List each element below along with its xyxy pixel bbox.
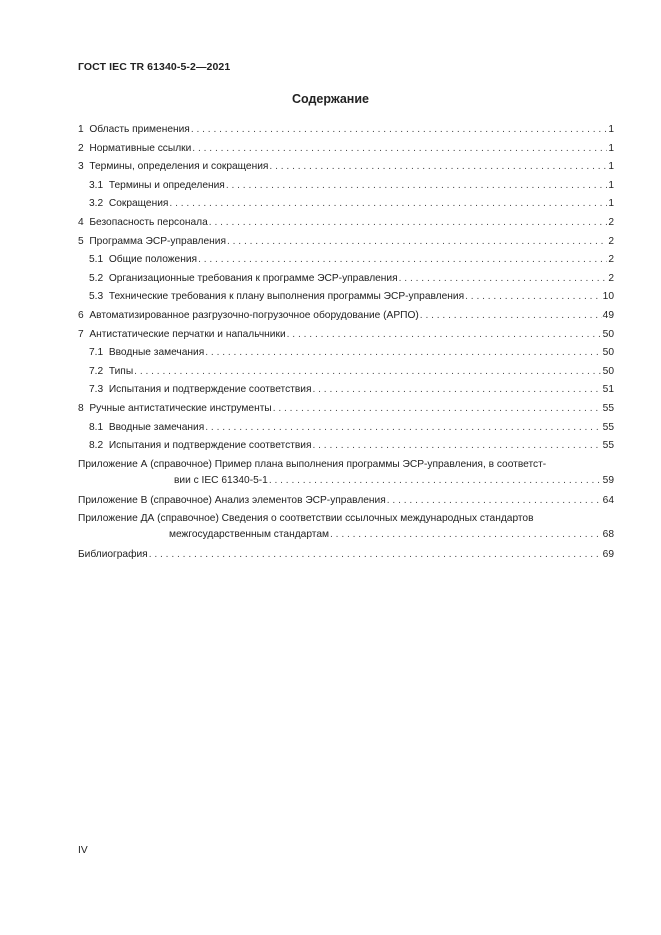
page-number-footer: IV [78, 845, 88, 856]
toc-entry-label: Вводные замечания [108, 421, 205, 433]
toc-entry-number: 3.2 [89, 198, 104, 210]
toc-entry-label: Область применения [89, 124, 190, 135]
toc-entry-number: 5.1 [89, 254, 104, 266]
toc-page-number: 50 [602, 347, 614, 359]
toc-entry-number: 2 [78, 142, 84, 154]
toc-entry-label: Испытания и подтверждение соответствия [108, 440, 312, 452]
toc-leader-dots [287, 326, 602, 345]
toc-page-number: 69 [602, 549, 614, 561]
table-of-contents [78, 121, 614, 565]
toc-entry[interactable] [78, 437, 614, 456]
toc-page-number: 1 [608, 179, 614, 191]
toc-entry-number: 7.2 [89, 365, 104, 377]
toc-entry[interactable] [78, 251, 614, 270]
toc-entry-number: 5 [78, 235, 84, 247]
toc-entry-label: Общие положения [108, 254, 198, 266]
toc-leader-dots [227, 233, 607, 252]
toc-entry[interactable] [78, 158, 614, 177]
toc-leader-dots [420, 307, 602, 326]
toc-entry[interactable] [78, 195, 614, 214]
toc-entry-label: Приложение А (справочное) Пример плана выполнения программы ЭСР-управления, в соответст- [78, 458, 547, 470]
toc-page-number: 1 [608, 142, 614, 154]
toc-leader-dots [198, 251, 607, 270]
toc-entry[interactable] [78, 214, 614, 233]
toc-page-number: 2 [608, 254, 614, 266]
toc-leader-dots [205, 344, 601, 363]
toc-entry-bibliography[interactable] [78, 546, 614, 565]
toc-page-number: 2 [608, 216, 614, 228]
toc-leader-dots [205, 419, 601, 438]
toc-entry-appendix-b[interactable] [78, 492, 614, 511]
toc-page-number: 1 [608, 124, 614, 135]
toc-entry-label: Библиография [78, 549, 148, 561]
toc-leader-dots [399, 270, 608, 289]
toc-entry-label: Термины, определения и сокращения [89, 161, 269, 173]
toc-entry[interactable] [78, 140, 614, 159]
page-title: Содержание [291, 92, 369, 106]
toc-entry-label-cont: вии с IEC 61340-5-1 [174, 474, 268, 486]
toc-entry-label: Приложение В (справочное) Анализ элементов ЭСР-управления [78, 494, 386, 506]
toc-entry-number: 3.1 [89, 179, 104, 191]
toc-leader-dots [312, 381, 601, 400]
toc-entry-label: Автоматизированное разгрузочно-погрузочное оборудование (АРПО) [89, 309, 419, 321]
toc-entry-number: 7.1 [89, 347, 104, 359]
toc-page-number: 2 [608, 235, 614, 247]
toc-leader-dots [273, 400, 602, 419]
toc-entry-number: 5.3 [89, 291, 104, 303]
toc-entry-appendix-a[interactable] [78, 457, 614, 489]
toc-entry-label: Ручные антистатические инструменты [89, 402, 272, 414]
toc-page-number: 68 [602, 529, 614, 541]
toc-leader-dots [209, 214, 608, 233]
toc-entry-label: Нормативные ссылки [89, 142, 192, 154]
document-header: ГОСТ IEC TR 61340-5-2—2021 [78, 61, 231, 73]
toc-entry-number: 6 [78, 309, 84, 321]
toc-entry[interactable] [78, 288, 614, 307]
toc-page-number: 1 [608, 198, 614, 210]
toc-entry-label: Программа ЭСР-управления [89, 235, 226, 247]
toc-page-number: 59 [602, 474, 614, 486]
toc-entry-label: Приложение ДА (справочное) Сведения о соответствии ссылочных международных стандартов [78, 513, 534, 525]
toc-page-number: 64 [602, 494, 614, 506]
toc-entry-number: 8.1 [89, 421, 104, 433]
toc-page-number: 50 [602, 328, 614, 340]
toc-entry[interactable] [78, 270, 614, 289]
toc-entry[interactable] [78, 326, 614, 345]
toc-entry-label: Антистатические перчатки и напальчники [89, 328, 286, 340]
toc-page-number: 49 [602, 309, 614, 321]
toc-entry-label: Вводные замечания [108, 347, 205, 359]
toc-page-number: 51 [602, 384, 614, 396]
toc-entry-number: 8 [78, 402, 84, 414]
toc-entry-label: Типы [108, 365, 134, 377]
toc-page-number: 1 [608, 161, 614, 173]
toc-leader-dots [134, 363, 602, 382]
toc-entry[interactable] [78, 307, 614, 326]
toc-entry-label: Термины и определения [108, 179, 225, 191]
toc-entry-number: 3 [78, 161, 84, 173]
toc-entry[interactable] [78, 177, 614, 196]
toc-entry-number: 5.2 [89, 272, 104, 284]
toc-entry-label: Испытания и подтверждение соответствия [108, 384, 312, 396]
toc-entry[interactable] [78, 363, 614, 382]
toc-page-number: 55 [602, 421, 614, 433]
toc-leader-dots [169, 195, 607, 214]
toc-page-number: 55 [602, 402, 614, 414]
toc-entry-label: Организационные требования к программе ЭСР-управления [108, 272, 398, 284]
toc-leader-dots [269, 473, 602, 489]
toc-leader-dots [387, 492, 602, 511]
toc-entry-number: 8.2 [89, 440, 104, 452]
toc-leader-dots [269, 158, 607, 177]
toc-entry-appendix-da[interactable] [78, 511, 614, 543]
toc-leader-dots [330, 527, 602, 543]
toc-page-number: 55 [602, 440, 614, 452]
toc-page-number: 10 [602, 291, 614, 303]
toc-entry[interactable] [78, 381, 614, 400]
toc-entry-number: 7.3 [89, 384, 104, 396]
toc-entry-label: Технические требования к плану выполнения программы ЭСР-управления [108, 291, 465, 303]
toc-entry-label-cont: межгосударственным стандартам [169, 529, 329, 541]
toc-entry[interactable] [78, 233, 614, 252]
toc-leader-dots [192, 140, 607, 159]
toc-leader-dots [226, 177, 608, 196]
toc-entry-label: Безопасность персонала [89, 216, 208, 228]
toc-leader-dots [312, 437, 601, 456]
toc-page-number: 50 [602, 365, 614, 377]
toc-leader-dots [149, 546, 602, 565]
toc-entry[interactable] [78, 419, 614, 438]
toc-entry-number: 7 [78, 328, 84, 340]
toc-leader-dots [465, 288, 602, 307]
toc-entry-number: 4 [78, 216, 84, 228]
toc-leader-dots [191, 121, 608, 140]
toc-entry-label: Сокращения [108, 198, 169, 210]
toc-page-number: 2 [608, 272, 614, 284]
toc-entry[interactable] [78, 121, 614, 140]
toc-entry[interactable] [78, 400, 614, 419]
toc-entry[interactable] [78, 344, 614, 363]
toc-entry-number: 1 [78, 124, 84, 135]
